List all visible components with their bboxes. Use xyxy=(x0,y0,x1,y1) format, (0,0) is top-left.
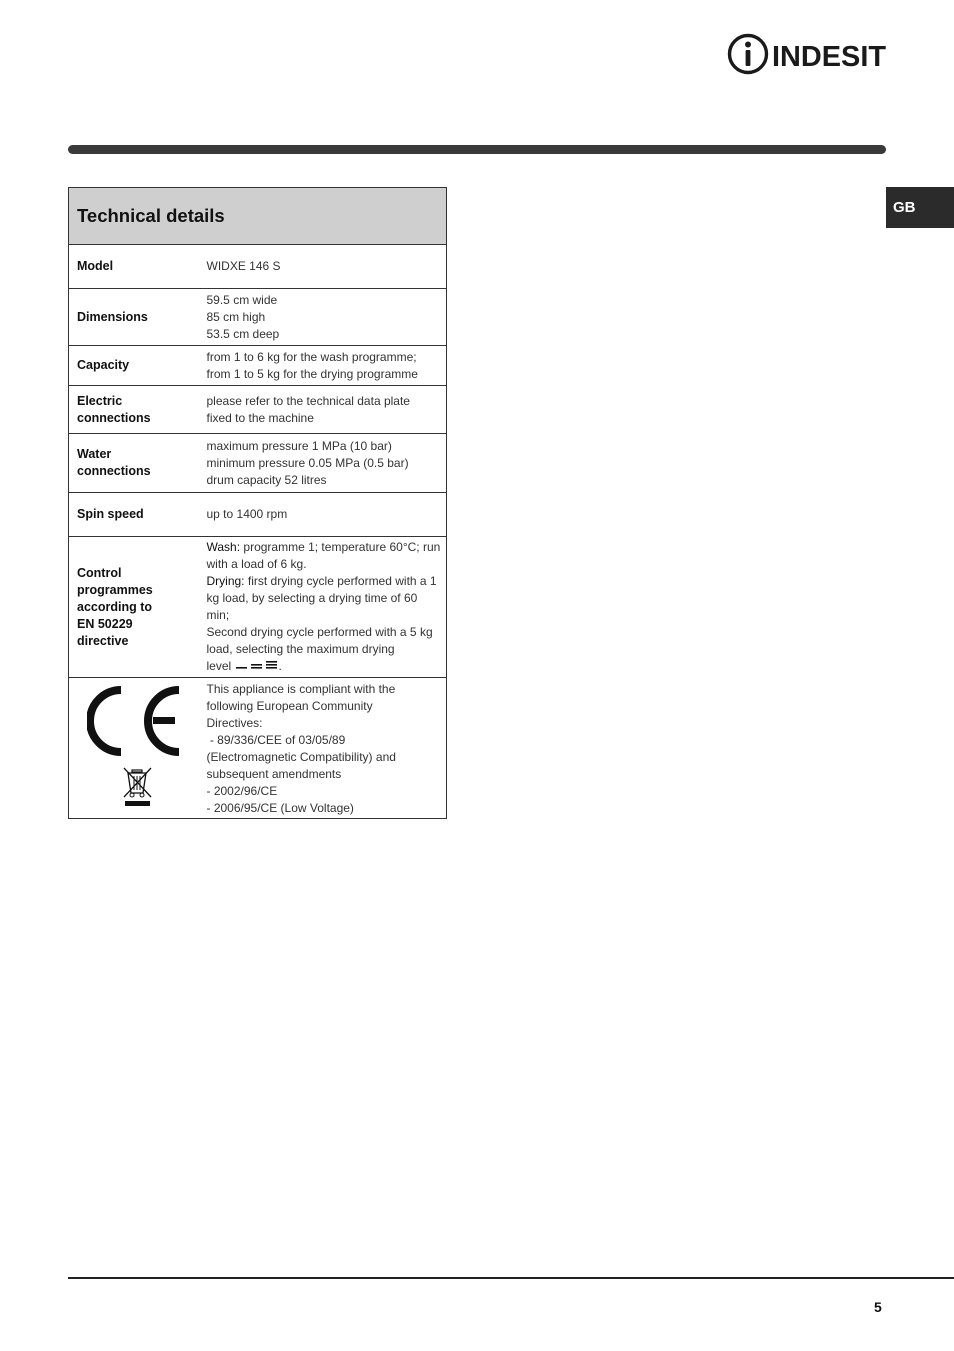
row-label-control xyxy=(69,537,200,678)
value-line: please refer to the technical data plate xyxy=(206,393,410,408)
label-line: connections xyxy=(77,464,151,478)
drying-paragraph xyxy=(207,573,443,624)
table-row xyxy=(69,678,447,819)
label-line: EN 50229 xyxy=(77,616,133,631)
row-value-electric xyxy=(200,386,447,434)
compliance-line: following European Community xyxy=(206,699,373,713)
row-label-electric xyxy=(69,386,200,434)
label-line: programmes xyxy=(77,582,153,597)
wash-paragraph xyxy=(207,539,443,573)
capacity-drying: from 1 to 5 kg for the drying programme xyxy=(206,366,418,381)
table-row xyxy=(69,493,447,537)
dimension-depth: 53.5 cm deep xyxy=(206,326,280,341)
drying-text: first drying cycle performed with a 1 kg load, by selecting a drying time of 60 min; xyxy=(206,574,437,622)
dimension-width: 59.5 cm wide xyxy=(206,292,278,307)
language-tab: GB xyxy=(886,187,954,228)
row-label-spin: Spin speed xyxy=(69,493,200,537)
compliance-line: (Electromagnetic Compatibility) and xyxy=(206,750,396,764)
row-value-spin: up to 1400 rpm xyxy=(200,493,447,537)
brand-name: INDESIT xyxy=(772,41,887,73)
label-line: Electric xyxy=(77,393,123,408)
capacity-wash: from 1 to 6 kg for the wash programme; xyxy=(206,349,417,364)
row-label-model: Model xyxy=(69,245,200,289)
compliance-line: This appliance is compliant with the xyxy=(206,682,396,696)
value-line: drum capacity 52 litres xyxy=(206,472,327,487)
label-line: according to xyxy=(77,599,153,614)
compliance-line: Directives: xyxy=(206,716,263,730)
level-text: level xyxy=(206,659,232,673)
label-line: Control xyxy=(77,565,122,580)
row-value-dimensions xyxy=(200,289,447,346)
compliance-line: - 89/336/CEE of 03/05/89 xyxy=(206,733,346,747)
page-number: 5 xyxy=(874,1299,882,1315)
row-label-capacity: Capacity xyxy=(69,346,200,386)
label-line: Water xyxy=(77,447,112,461)
section-title: Technical details xyxy=(69,188,447,245)
label-line: directive xyxy=(77,633,129,648)
indesit-logo xyxy=(726,32,888,76)
compliance-line: - 2002/96/CE xyxy=(206,784,278,798)
row-value-water xyxy=(200,434,447,493)
label-line: connections xyxy=(77,410,151,425)
table-row xyxy=(69,434,447,493)
wash-label: Wash: xyxy=(206,540,241,554)
drying-level-icon xyxy=(235,660,279,670)
crossed-bin-icon xyxy=(121,766,155,810)
header-rule xyxy=(68,145,886,154)
value-line: maximum pressure 1 MPa (10 bar) xyxy=(206,438,392,453)
level-line xyxy=(207,658,443,675)
compliance-line: - 2006/95/CE (Low Voltage) xyxy=(206,801,354,815)
row-value-capacity xyxy=(200,346,447,386)
table-row xyxy=(69,386,447,434)
value-line: minimum pressure 0.05 MPa (0.5 bar) xyxy=(206,455,409,470)
table-row xyxy=(69,537,447,678)
row-value-model: WIDXE 146 S xyxy=(200,245,447,289)
wash-text: programme 1; temperature 60°C; run with a load of 6 kg. xyxy=(206,540,441,571)
second-drying-text: Second drying cycle performed with a 5 kg load, selecting the maximum drying xyxy=(206,625,433,656)
footer-rule xyxy=(68,1277,954,1279)
compliance-text xyxy=(200,678,447,819)
technical-details-table xyxy=(68,187,447,819)
value-line: fixed to the machine xyxy=(206,410,314,425)
row-label-water xyxy=(69,434,200,493)
level-end: . xyxy=(278,659,282,673)
compliance-marks xyxy=(69,678,200,819)
table-row xyxy=(69,346,447,386)
table-row xyxy=(69,245,447,289)
row-value-control xyxy=(200,537,447,678)
table-row xyxy=(69,289,447,346)
drying-label: Drying: xyxy=(206,574,245,588)
compliance-line: subsequent amendments xyxy=(206,767,342,781)
second-drying-paragraph xyxy=(207,624,443,658)
row-label-dimensions: Dimensions xyxy=(69,289,200,346)
ce-mark-icon xyxy=(87,685,187,757)
dimension-height: 85 cm high xyxy=(206,309,266,324)
